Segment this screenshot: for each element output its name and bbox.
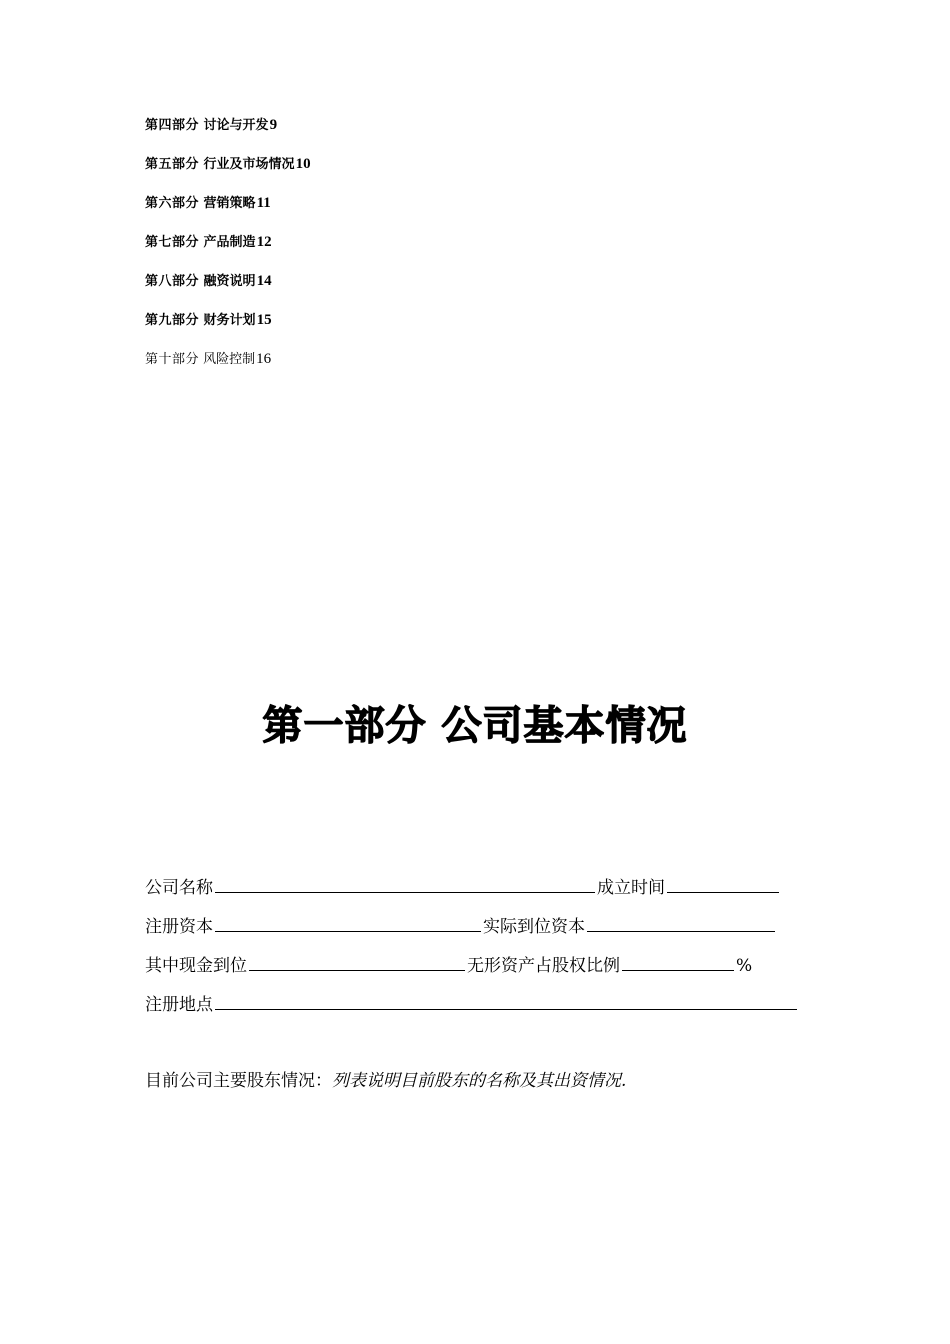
founded-label: 成立时间	[597, 878, 665, 898]
toc-part-label: 第七部分	[145, 235, 200, 250]
toc-item-part-6[interactable]	[145, 191, 745, 230]
registered-address-field[interactable]	[215, 989, 797, 1010]
intangible-ratio-field[interactable]	[622, 950, 734, 971]
form-row-cash-intangible	[145, 950, 810, 989]
form-row-name-founded	[145, 872, 810, 911]
cash-in-place-label: 其中现金到位	[145, 956, 247, 976]
toc-item-part-5[interactable]	[145, 152, 745, 191]
founded-field[interactable]	[667, 872, 779, 893]
toc-item-part-8[interactable]	[145, 269, 745, 308]
toc-part-label: 第九部分	[145, 313, 200, 328]
cash-in-place-field[interactable]	[249, 950, 465, 971]
toc-part-label: 第十部分	[145, 352, 200, 367]
form-row-capital	[145, 911, 810, 950]
registered-address-label: 注册地点	[145, 995, 213, 1015]
toc-page-number: 9	[269, 117, 278, 133]
toc-page-number: 15	[256, 312, 272, 328]
registered-capital-label: 注册资本	[145, 917, 213, 937]
toc-item-part-4[interactable]	[145, 113, 745, 152]
toc-title: 财务计划	[203, 313, 256, 328]
toc-title: 行业及市场情况	[203, 157, 295, 172]
paid-in-capital-field[interactable]	[587, 911, 775, 932]
toc-part-label: 第四部分	[145, 118, 200, 133]
toc-page-number: 16	[256, 351, 272, 367]
paid-in-capital-label: 实际到位资本	[483, 917, 585, 937]
toc-page-number: 10	[295, 156, 311, 172]
toc-title: 产品制造	[203, 235, 256, 250]
registered-capital-field[interactable]	[215, 911, 481, 932]
shareholders-note: 列表说明目前股东的名称及其出资情况.	[332, 1071, 627, 1091]
shareholders-paragraph	[145, 1066, 626, 1096]
toc-title: 营销策略	[203, 196, 256, 211]
toc-item-part-7[interactable]	[145, 230, 745, 269]
toc-title: 风险控制	[203, 352, 256, 367]
form-row-address	[145, 989, 810, 1028]
percent-sign: %	[736, 956, 753, 976]
company-name-label: 公司名称	[145, 878, 213, 898]
toc-page-number: 12	[256, 234, 272, 250]
section-heading: 第一部分 公司基本情况	[262, 703, 688, 749]
toc-page-number: 14	[256, 273, 272, 289]
toc-item-part-10[interactable]	[145, 347, 745, 386]
toc-page-number: 11	[256, 195, 271, 211]
company-info-form	[145, 872, 810, 1028]
toc-part-label: 第六部分	[145, 196, 200, 211]
intangible-ratio-label: 无形资产占股权比例	[467, 956, 620, 976]
toc-part-label: 第八部分	[145, 274, 200, 289]
toc-part-label: 第五部分	[145, 157, 200, 172]
toc-title: 讨论与开发	[203, 118, 269, 133]
table-of-contents	[145, 113, 745, 386]
shareholders-label: 目前公司主要股东情况：	[145, 1071, 332, 1091]
toc-item-part-9[interactable]	[145, 308, 745, 347]
toc-title: 融资说明	[203, 274, 256, 289]
company-name-field[interactable]	[215, 872, 595, 893]
